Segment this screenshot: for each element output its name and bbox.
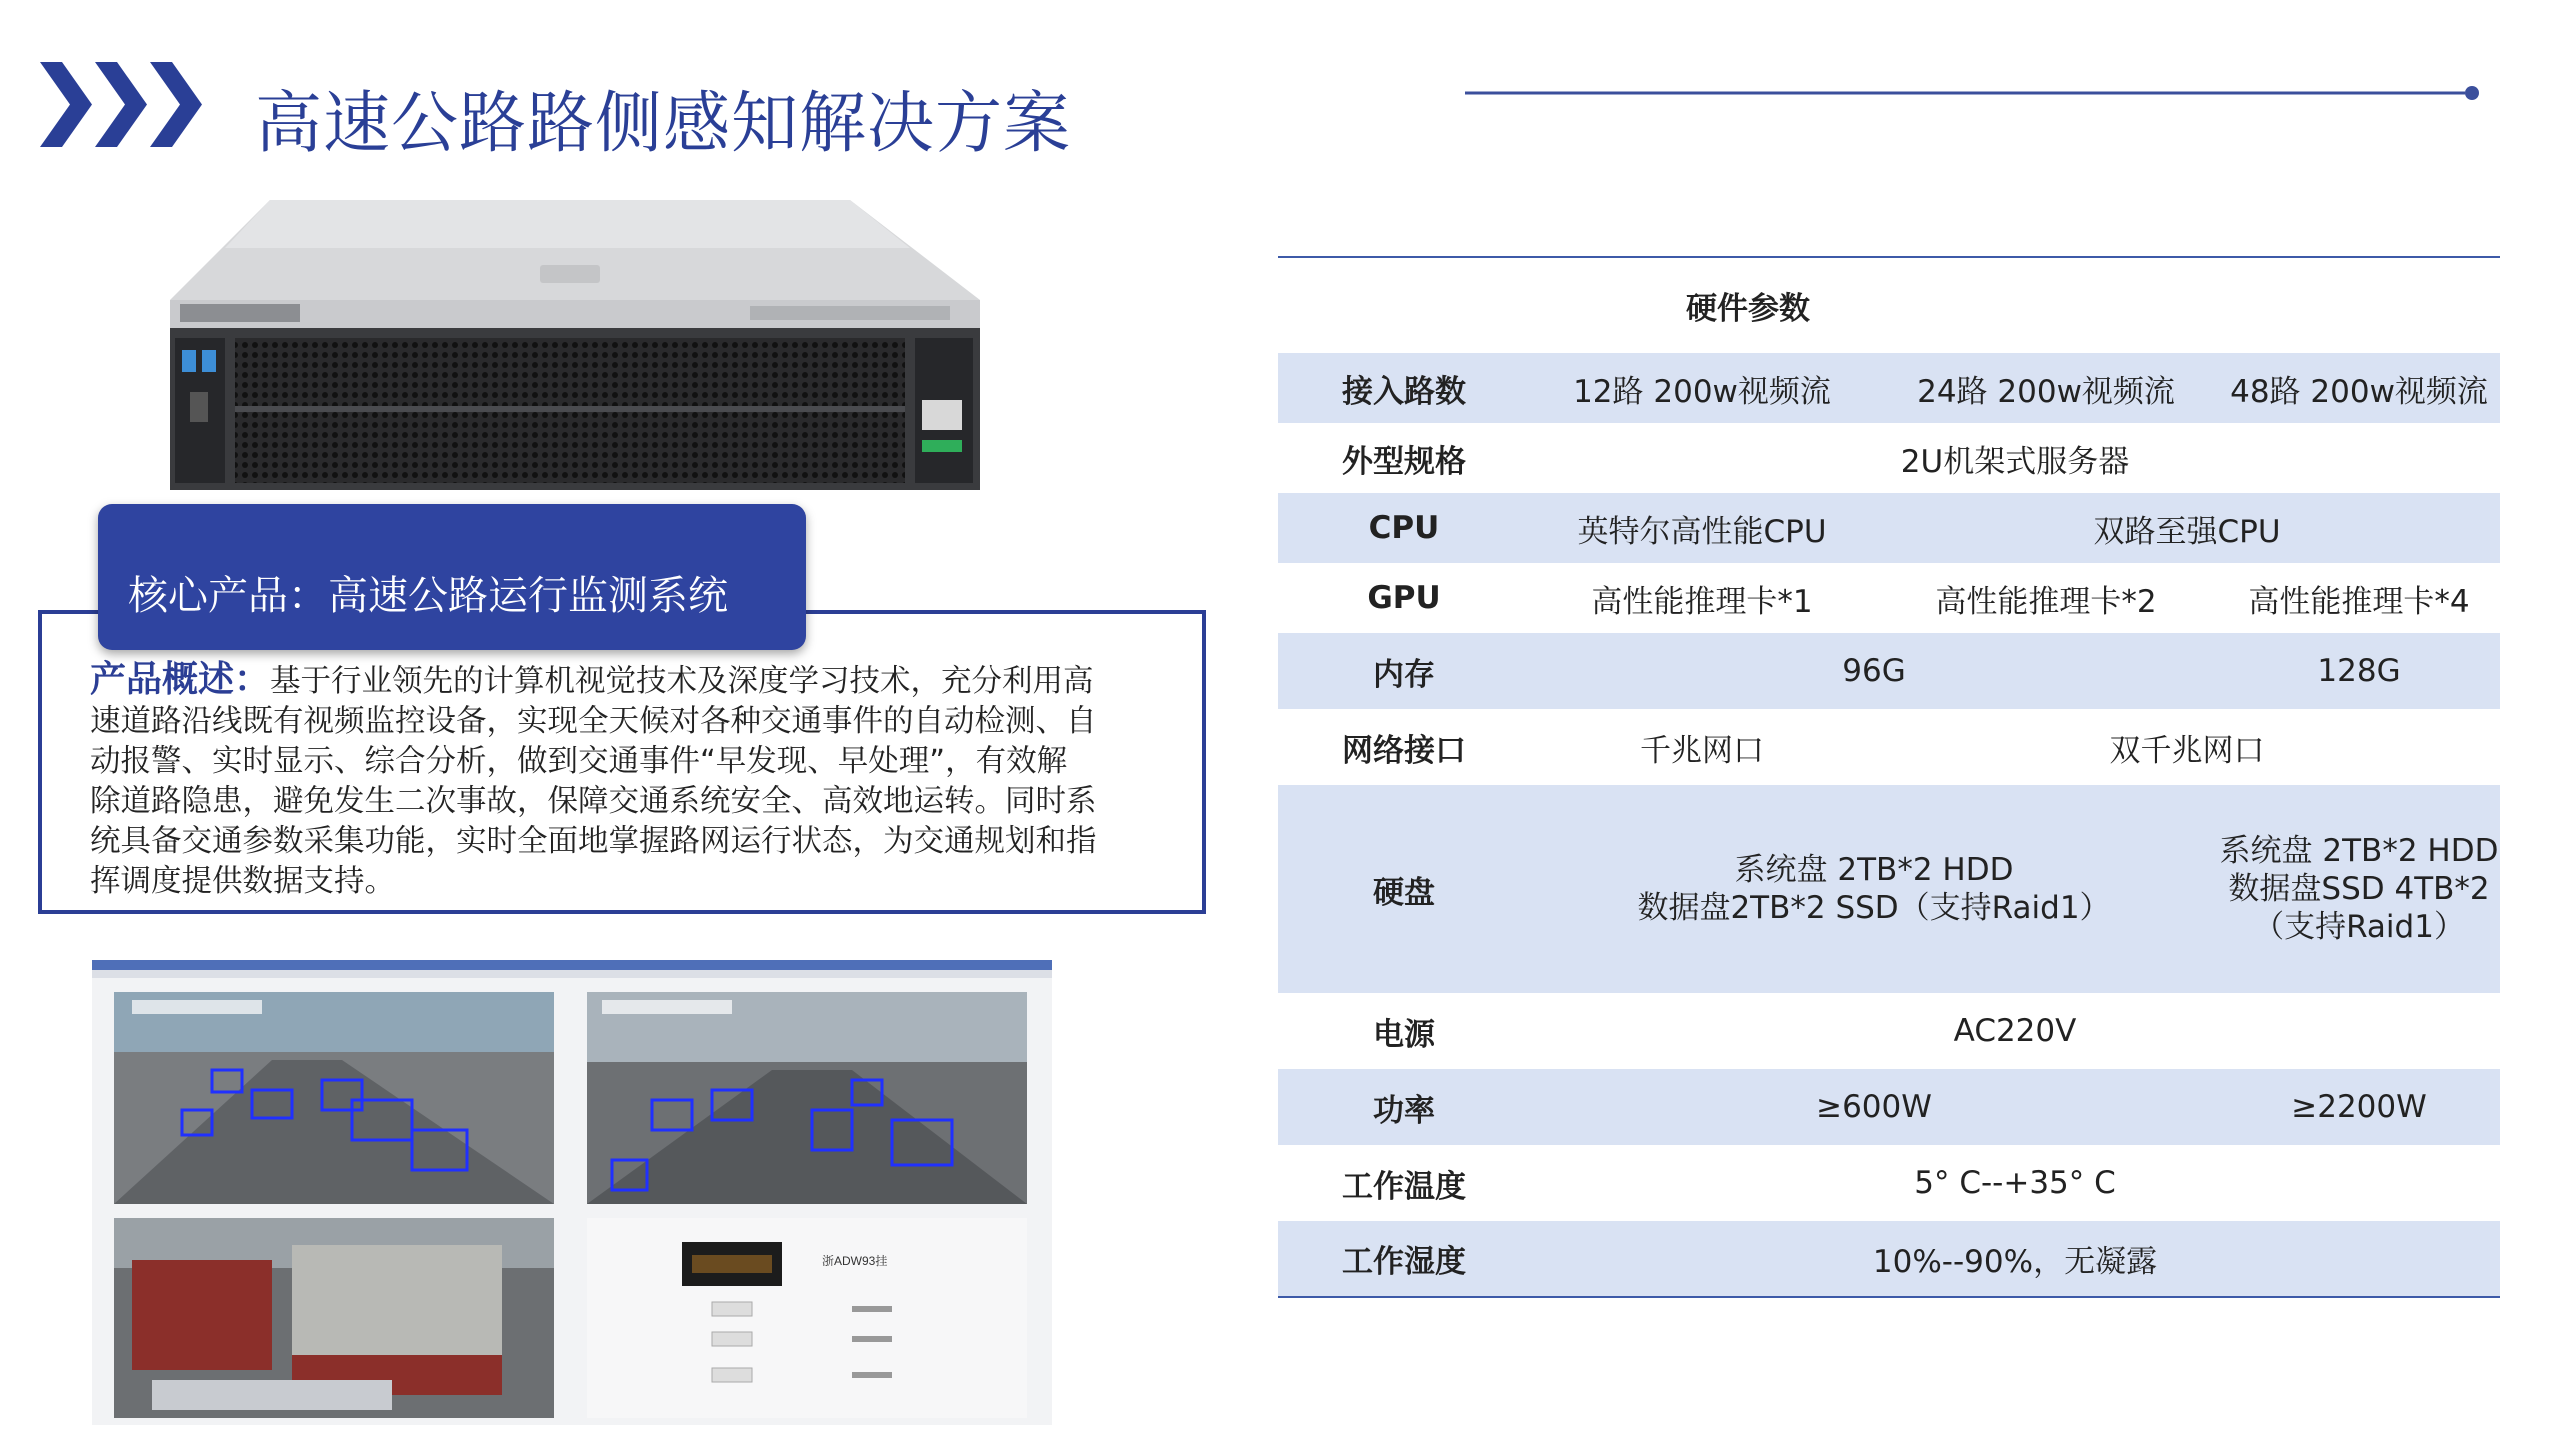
channels-12: 12路 200w视频流 — [1530, 353, 1874, 423]
spec-table — [1278, 256, 2500, 1298]
page-title: 高速公路路侧感知解决方案 — [255, 84, 1071, 162]
cpu-dual: 双路至强CPU — [1874, 493, 2500, 563]
core-product-label: 核心产品：高速公路运行监测系统 — [128, 573, 728, 619]
spec-title: 硬件参数 — [1278, 257, 2218, 353]
label-form-factor: 外型规格 — [1342, 443, 1466, 480]
core-product-tab — [98, 504, 806, 650]
product-overview — [90, 660, 1190, 902]
wattage-2200: ≥2200W — [2218, 1069, 2500, 1145]
network-dual-gigabit: 双千兆网口 — [2109, 732, 2265, 769]
overview-line: 速道路沿线既有视频监控设备，实现全天候对各种交通事件的自动检测、自 — [90, 704, 1097, 739]
memory-96: 96G — [1530, 633, 2218, 709]
overview-line: 统具备交通参数采集功能，实时全面地掌握路网运行状态，为交通规划和指 — [90, 824, 1097, 859]
label-channels: 接入路数 — [1278, 353, 1530, 423]
monitoring-screenshot — [92, 960, 1052, 1425]
overview-line: 挥调度提供数据支持。 — [90, 864, 395, 899]
disk-a-line: 系统盘 2TB*2 HDD — [1734, 852, 2014, 888]
overview-line: 动报警、实时显示、综合分析，做到交通事件“早发现、早处理”，有效解 — [90, 744, 1068, 779]
disk-option-b — [2218, 785, 2500, 993]
label-humidity: 工作湿度 — [1278, 1221, 1530, 1297]
gpu-1: 高性能推理卡*1 — [1591, 583, 1813, 620]
disk-b-line: 系统盘 2TB*2 HDD — [2219, 833, 2499, 869]
cpu-basic: 英特尔高性能CPU — [1530, 493, 1874, 563]
overview-lead: 产品概述： — [90, 659, 271, 700]
label-wattage: 功率 — [1278, 1069, 1530, 1145]
channels-24: 24路 200w视频流 — [1874, 353, 2218, 423]
overview-line: 基于行业领先的计算机视觉技术及深度学习技术，充分利用高 — [270, 664, 1094, 699]
label-memory: 内存 — [1278, 633, 1530, 709]
disk-option-a — [1530, 785, 2218, 993]
disk-b-line: 数据盘SSD 4TB*2 — [2228, 871, 2490, 907]
chevrons-icon — [40, 62, 225, 147]
label-disk: 硬盘 — [1278, 785, 1530, 993]
channels-48: 48路 200w视频流 — [2218, 353, 2500, 423]
label-network: 网络接口 — [1342, 732, 1466, 769]
label-cpu: CPU — [1278, 493, 1530, 563]
plate-label: 浙ADW93挂 — [822, 1254, 888, 1268]
label-temperature: 工作温度 — [1342, 1168, 1466, 1205]
label-gpu: GPU — [1367, 580, 1441, 616]
disk-b-line: （支持Raid1） — [2253, 909, 2465, 945]
wattage-600: ≥600W — [1530, 1069, 2218, 1145]
decorative-line — [1465, 86, 2480, 100]
temperature-value: 5° C--+35° C — [1914, 1165, 2116, 1201]
overview-line: 除道路隐患，避免发生二次事故，保障交通系统安全、高效地运转。同时系 — [90, 784, 1097, 819]
server-image — [150, 200, 980, 490]
network-gigabit: 千兆网口 — [1640, 732, 1764, 769]
gpu-2: 高性能推理卡*2 — [1935, 583, 2157, 620]
form-factor-value: 2U机架式服务器 — [1900, 443, 2130, 480]
disk-a-line: 数据盘2TB*2 SSD（支持Raid1） — [1637, 890, 2111, 926]
memory-128: 128G — [2218, 633, 2500, 709]
power-value: AC220V — [1953, 1013, 2077, 1049]
gpu-4: 高性能推理卡*4 — [2248, 583, 2470, 620]
humidity-value: 10%--90%，无凝露 — [1530, 1221, 2500, 1297]
label-power: 电源 — [1373, 1016, 1435, 1053]
